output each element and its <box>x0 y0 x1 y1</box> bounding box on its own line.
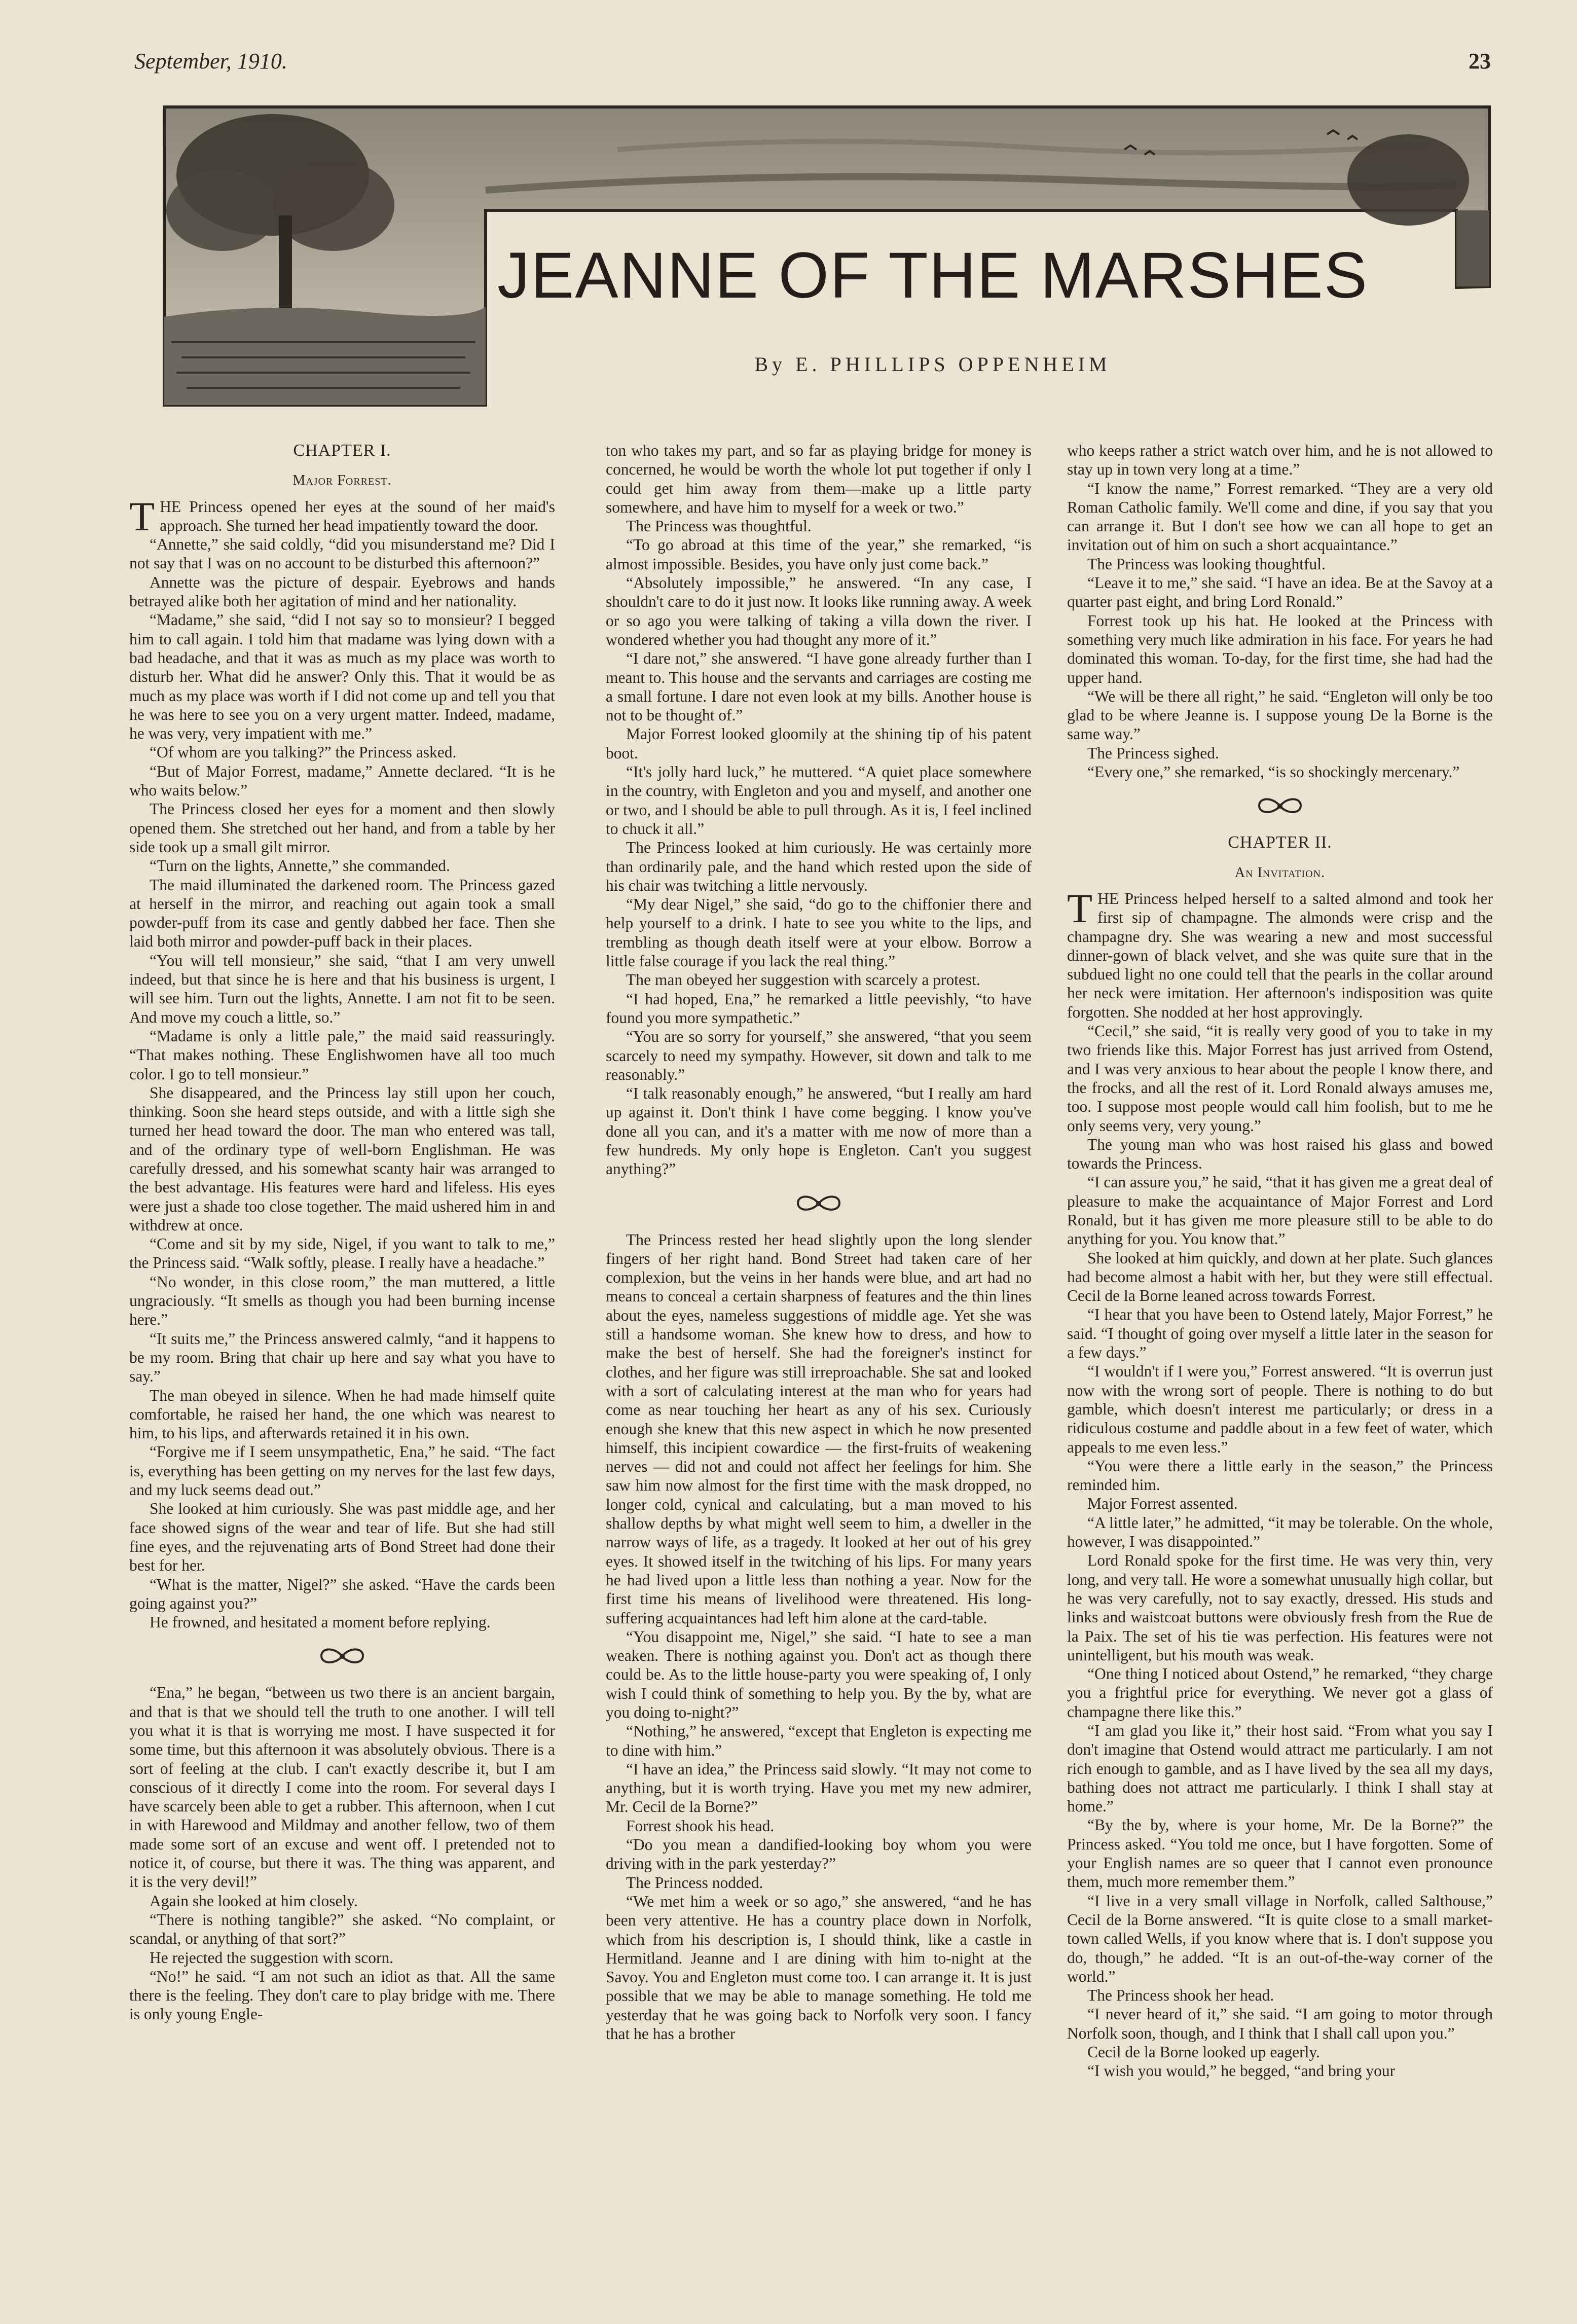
paragraph: The Princess nodded. <box>626 1873 763 1892</box>
paragraph: Lord Ronald spoke for the first time. He was very thin, very long, and very tall. He wore a somewhat unusually high collar, but he was very carefully, not to say exactly, dressed. His studs and links and waistcoat buttons were obviously fresh from the Rue de la Paix. The set of his tie was perfection. His features were not unintelligent, but his mouth was weak. <box>1067 1551 1493 1664</box>
paragraph: “A little later,” he admitted, “it may be tolerable. On the whole, however, I was disappointed.” <box>1067 1513 1493 1551</box>
paragraph: “I wish you would,” he begged, “and bring your <box>1087 2062 1396 2080</box>
paragraph: HE Princess helped herself to a salted almond and took her first sip of champagne. The almonds were crisp and the champagne dry. She was wearing a new and most successful dinner-gown of black velvet, and she was quite sure that in the subdued light no one could tell that the pearls in the collar around her neck were imitation. Her afternoon's indisposition was quite forgotten. She nodded at her host approvingly. <box>1067 889 1493 1021</box>
paragraph: “To go abroad at this time of the year,” she remarked, “is almost impossible. Besides, you have only just come back.” <box>606 536 1032 573</box>
paragraph: She disappeared, and the Princess lay still upon her couch, thinking. Soon she heard steps outside, and with a little sigh she turned her head toward the door. The man who entered was tall, and of the ordinary type of well-born Englishman. He was carefully dressed, and his somewhat scanty hair was arranged to the best advantage. His features were hard and lifeless. His eyes were just a shade too close together. The maid ushered him in and withdrew at once. <box>129 1083 555 1234</box>
running-header <box>0 48 1577 79</box>
chapter-heading: CHAPTER II. <box>1228 833 1332 852</box>
paragraph: “Of whom are you talking?” the Princess asked. <box>150 743 457 761</box>
paragraph: The Princess rested her head slightly upon the long slender fingers of her right hand. Bond Street had taken care of her complexion, but the veins in her hands were blue, and art had no means to conceal a certain sharpness of features and the thin lines about the eyes, nameless suggestions of middle age. Yet she was still a handsome woman. She knew how to dress, and how to make the best of herself. She had the foreigner's instinct for clothes, and her figure was still irreproachable. She sat and looked with a sort of calculating interest at the man who for years had come as near touching her heart as any of his sex. Curiously enough she knew that this new aspect in which he now presented himself, this incipient cowardice — the first-fruits of weakening nerves — did not and could not affect her feelings for him. She saw him now almost for the first time with the mask dropped, no longer cold, cynical and calculating, but a man moved to his shallow depths by what might well seem to him, a dweller in the narrow ways of life, as a tragedy. It looked at her out of his grey eyes. It showed itself in the twitching of his lips. For many years he had lived upon a little less than nothing a year. Now for the first time his means of livelihood were threatened. His long-suffering acquaintances had left him alone at the card-table. <box>606 1230 1032 1627</box>
paragraph: “I had hoped, Ena,” he remarked a little peevishly, “to have found you more sympathetic.” <box>606 990 1032 1027</box>
paragraph: “I wouldn't if I were you,” Forrest answered. “It is overrun just now with the wrong sort of people. There is nothing to do but gamble, which doesn't interest me particularly; or dress in a ridiculous costume and paddle about in a few feet of water, which appeals to me even less.” <box>1067 1362 1493 1456</box>
paragraph: “I hear that you have been to Ostend lately, Major Forrest,” he said. “I thought of going over myself a little later in the season for a few days.” <box>1067 1305 1493 1362</box>
paragraph: HE Princess opened her eyes at the sound of her maid's approach. She turned her head impatiently toward the door. <box>160 497 555 534</box>
paragraph: “I can assure you,” he said, “that it has given me a great deal of pleasure to make the acquaintance of Major Forrest and Lord Ronald, but it has given me more pleasure still to be able to do anything for you. You know that.” <box>1067 1173 1493 1248</box>
paragraph: “Come and sit by my side, Nigel, if you want to talk to me,” the Princess said. “Walk softly, please. I really have a headache.” <box>129 1235 555 1272</box>
text-block <box>1067 441 1493 781</box>
paragraph: ton who takes my part, and so far as playing bridge for money is concerned, he would be worth the whole lot put together if only I could get him away from them—make up a little party somewhere, and have him to myself for a week or two.” <box>606 442 1032 516</box>
paragraph: “You disappoint me, Nigel,” she said. “I hate to see a man weaken. There is nothing against you. Don't act as though there could be. As to the little house-party you were speaking of, I only wish I could think of something to help you. By the by, what are you doing to-night?” <box>606 1627 1032 1721</box>
paragraph: “Absolutely impossible,” he answered. “In any case, I shouldn't care to do it just now. It looks like running away. A week or so ago you were talking of taking a villa down the river. I wondered whether you had thought any more of it.” <box>606 574 1032 648</box>
paragraph: The Princess closed her eyes for a moment and then slowly opened them. She stretched out her hand, and from a table by her side took up a small gilt mirror. <box>129 800 555 856</box>
paragraph: “We will be there all right,” he said. “Engleton will only be too glad to be where Jeanne is. I suppose young De la Borne is the same way.” <box>1067 687 1493 743</box>
paragraph: The Princess shook her head. <box>1087 1986 1274 2005</box>
paragraph: who keeps rather a strict watch over him, and he is not allowed to stay up in town very long at a time.” <box>1067 442 1493 479</box>
paragraph: “Madame,” she said, “did I not say so to monsieur? I begged him to call again. I told him that madame was lying down with a bad headache, and that it was as much as my place was worth to disturb her. What did he answer? Only this. That it would be as much as my place was worth if I did not come up and tell you that he was here to see you on a very urgent matter. Indeed, madame, he was very, very impatient with me.” <box>129 611 555 743</box>
column-1 <box>129 441 555 2024</box>
drop-cap: T <box>1067 885 1093 931</box>
column-3 <box>1067 441 1493 2081</box>
paragraph: “Turn on the lights, Annette,” she commanded. <box>150 857 450 875</box>
paragraph: The man obeyed her suggestion with scarcely a protest. <box>626 971 980 989</box>
paragraph: “There is nothing tangible?” she asked. “No complaint, or scandal, or anything of that sort?” <box>129 1910 555 1948</box>
column-2 <box>606 441 1032 2043</box>
text-block <box>1067 885 1493 2081</box>
paragraph: “No!” he said. “I am not such an idiot as that. All the same there is the feeling. They don't care to play bridge with me. There is only young Engle- <box>129 1967 555 2023</box>
paragraph: “I talk reasonably enough,” he answered, “but I really am hard up against it. Don't think I have come begging. I know you've done all you can, and it's a matter with me now of more than a few hundreds. My only hope is Engleton. Can't you suggest anything?” <box>606 1084 1032 1178</box>
paragraph: Cecil de la Borne looked up eagerly. <box>1087 2043 1320 2061</box>
paragraph: “By the by, where is your home, Mr. De la Borne?” the Princess asked. “You told me once, but I have forgotten. Some of your English names are so queer that I cannot even pronounce them, much more remember them.” <box>1067 1816 1493 1891</box>
paragraph: Major Forrest assented. <box>1087 1495 1238 1513</box>
paragraph: He rejected the suggestion with scorn. <box>150 1948 394 1967</box>
chapter-subtitle: Major Forrest. <box>292 473 392 489</box>
paragraph: The Princess sighed. <box>1087 744 1219 762</box>
paragraph: The Princess looked at him curiously. He was certainly more than ordinarily pale, and the hand which rested upon the side of his chair was twitching a little nervously. <box>606 839 1032 894</box>
text-block <box>606 1230 1032 2044</box>
paragraph: The man obeyed in silence. When he had made himself quite comfortable, he raised her hand, the one which was nearest to him, to his lips, and afterwards retained it in his own. <box>129 1386 555 1442</box>
paragraph: “One thing I noticed about Ostend,” he remarked, “they charge you a frightful price for everything. We never got a glass of champagne there like this.” <box>1067 1665 1493 1721</box>
paragraph: “You will tell monsieur,” she said, “that I am very unwell indeed, but that since he is here and that his business is urgent, I will see him. Turn out the lights, Annette. I am not fit to be seen. And move my couch a little, so.” <box>129 951 555 1026</box>
paragraph: The young man who was host raised his glass and bowed towards the Princess. <box>1067 1135 1493 1173</box>
paragraph: “My dear Nigel,” she said, “do go to the chiffonier there and help yourself to a drink. I hate to see you white to the lips, and trembling as though death itself were at your elbow. Borrow a little false courage if you lack the real thing.” <box>606 895 1032 970</box>
fleuron-ornament-icon <box>1252 794 1308 818</box>
paragraph: The Princess was thoughtful. <box>626 517 812 535</box>
paragraph: “Leave it to me,” she said. “I have an idea. Be at the Savoy at a quarter past eight, and bring Lord Ronald.” <box>1067 574 1493 611</box>
paragraph: “You were there a little early in the season,” the Princess reminded him. <box>1067 1457 1493 1494</box>
chapter-subtitle: An Invitation. <box>1234 864 1326 881</box>
paragraph: Major Forrest looked gloomily at the shining tip of his patent boot. <box>606 725 1032 762</box>
paragraph: She looked at him curiously. She was past middle age, and her face showed signs of the wear and tear of life. But she had still fine eyes, and the rejuvenating arts of Bond Street had done their best for her. <box>129 1500 555 1575</box>
author-byline: By E. PHILLIPS OPPENHEIM <box>754 353 1111 376</box>
paragraph: “Annette,” she said coldly, “did you misunderstand me? Did I not say that I was on no account to be disturbed this afternoon?” <box>129 535 555 572</box>
paragraph: “Forgive me if I seem unsympathetic, Ena,” he said. “The fact is, everything has been getting on my nerves for the last few days, and my luck seems dead out.” <box>129 1443 555 1499</box>
fleuron-ornament-icon <box>791 1192 847 1215</box>
paragraph: “Nothing,” he answered, “except that Engleton is expecting me to dine with him.” <box>606 1722 1032 1759</box>
story-title: JEANNE OF THE MARSHES <box>497 239 1369 312</box>
fleuron-ornament-icon <box>314 1645 370 1668</box>
paragraph: “I know the name,” Forrest remarked. “They are a very old Roman Catholic family. We'll come and dine, if you say that you can arrange it. But I don't see how we can all hope to get an invitation out of him on such a short acquaintance.” <box>1067 479 1493 554</box>
paragraph: He frowned, and hesitated a moment before replying. <box>150 1613 491 1631</box>
paragraph: “I am glad you like it,” their host said. “From what you say I don't imagine that Ostend would attract me particularly. I am not rich enough to gamble, and as I have lived by the sea all my days, bathing does not attract me particularly. I think I shall stay at home.” <box>1067 1722 1493 1815</box>
paragraph: “It's jolly hard luck,” he muttered. “A quiet place somewhere in the country, with Engleton and you and myself, and another one or two, and I should be able to pull through. As it is, I feel inclined to chuck it all.” <box>606 763 1032 838</box>
paragraph: “It suits me,” the Princess answered calmly, “and it happens to be my room. Bring that chair up here and say what you have to say.” <box>129 1329 555 1386</box>
paragraph: Annette was the picture of despair. Eyebrows and hands betrayed alike both her agitation of mind and her nationality. <box>129 573 555 610</box>
paragraph: “You are so sorry for yourself,” she answered, “that you seem scarcely to need my sympathy. However, sit down and talk to me reasonably.” <box>606 1028 1032 1083</box>
paragraph: “I never heard of it,” she said. “I am going to motor through Norfolk soon, though, and I think that I shall call upon you.” <box>1067 2005 1493 2042</box>
paragraph: “What is the matter, Nigel?” she asked. “Have the cards been going against you?” <box>129 1575 555 1612</box>
paragraph: The maid illuminated the darkened room. The Princess gazed at herself in the mirror, and reaching out again took a small powder-puff from its case and gently dabbed her face. Then she laid both mirror and powder-puff back in their places. <box>129 876 555 951</box>
page-number: 23 <box>1469 49 1491 74</box>
text-block <box>129 1683 555 2023</box>
paragraph: “Ena,” he began, “between us two there is an ancient bargain, and that is that we should tell the truth to one another. I will tell you what it is that is worrying me most. I have suspected it for some time, but this afternoon it was absolutely obvious. There is a sort of feeling at the club. I can't exactly describe it, but I am conscious of it directly I come into the room. For several days I have scarcely been able to get a rubber. This afternoon, when I cut in with Harewood and Mildmay and another fellow, two of them made some sort of an excuse and went off. I pretended not to notice it, of course, but there it was. The thing was apparent, and it is the very devil!” <box>129 1684 555 1891</box>
chapter-heading: CHAPTER I. <box>293 441 391 460</box>
paragraph: “But of Major Forrest, madame,” Annette declared. “It is he who waits below.” <box>129 762 555 800</box>
paragraph: “Madame is only a little pale,” the maid said reassuringly. “That makes nothing. These Englishwomen have all too much color. I go to tell monsieur.” <box>129 1027 555 1083</box>
paragraph: “I dare not,” she answered. “I have gone already further than I meant to. This house and the servants and carriages are costing me a small fortune. I dare not even look at my bills. Another house is not to be thought of.” <box>606 649 1032 724</box>
paragraph: She looked at him quickly, and down at her plate. Such glances had become almost a habit with her, but they were still effectual. Cecil de la Borne leaned across towards Forrest. <box>1067 1249 1493 1305</box>
paragraph: The Princess was looking thoughtful. <box>1087 555 1326 573</box>
paragraph: “We met him a week or so ago,” she answered, “and he has been very attentive. He has a country place down in Norfolk, which from his description is, I should think, like a castle in Hermitland. Jeanne and I are dining with him to-night at the Savoy. You and Engleton must come too. I can arrange it. It is just possible that we may be able to manage something. He told me yesterday that he was going back to Norfolk very soon. I fancy that he has a brother <box>606 1892 1032 2043</box>
paragraph: “Do you mean a dandified-looking boy whom you were driving with in the park yesterday?” <box>606 1836 1032 1873</box>
drop-cap: T <box>129 493 155 539</box>
text-block <box>129 493 555 1632</box>
issue-date: September, 1910. <box>134 49 287 74</box>
text-block <box>606 441 1032 1179</box>
paragraph: Forrest took up his hat. He looked at the Princess with something very much like admiration in his face. For years he had dominated this woman. To-day, for the first time, she had had the upper hand. <box>1067 611 1493 686</box>
paragraph: Again she looked at him closely. <box>150 1892 358 1910</box>
paragraph: “I live in a very small village in Norfolk, called Salthouse,” Cecil de la Borne answered. “It is quite close to a small market-town called Wells, if you know where that is. I don't suppose you do, though,” he added. “It is an out-of-the-way corner of the world.” <box>1067 1892 1493 1985</box>
paragraph: Forrest shook his head. <box>626 1817 775 1835</box>
paragraph: “Cecil,” she said, “it is really very good of you to take in my two friends like this. Major Forrest has just arrived from Ostend, and I was very anxious to hear about the people I know there, and the frocks, and all the rest of it. Lord Ronald always amuses me, too. I suppose most people would call him foolish, but to me he only seems very, very young.” <box>1067 1022 1493 1135</box>
paragraph: “No wonder, in this close room,” the man muttered, a little ungraciously. “It smells as though you had been burning incense here.” <box>129 1273 555 1329</box>
paragraph: “I have an idea,” the Princess said slowly. “It may not come to anything, but it is worth trying. Have you met my new admirer, Mr. Cecil de la Borne?” <box>606 1760 1032 1816</box>
paragraph: “Every one,” she remarked, “is so shockingly mercenary.” <box>1087 763 1460 781</box>
